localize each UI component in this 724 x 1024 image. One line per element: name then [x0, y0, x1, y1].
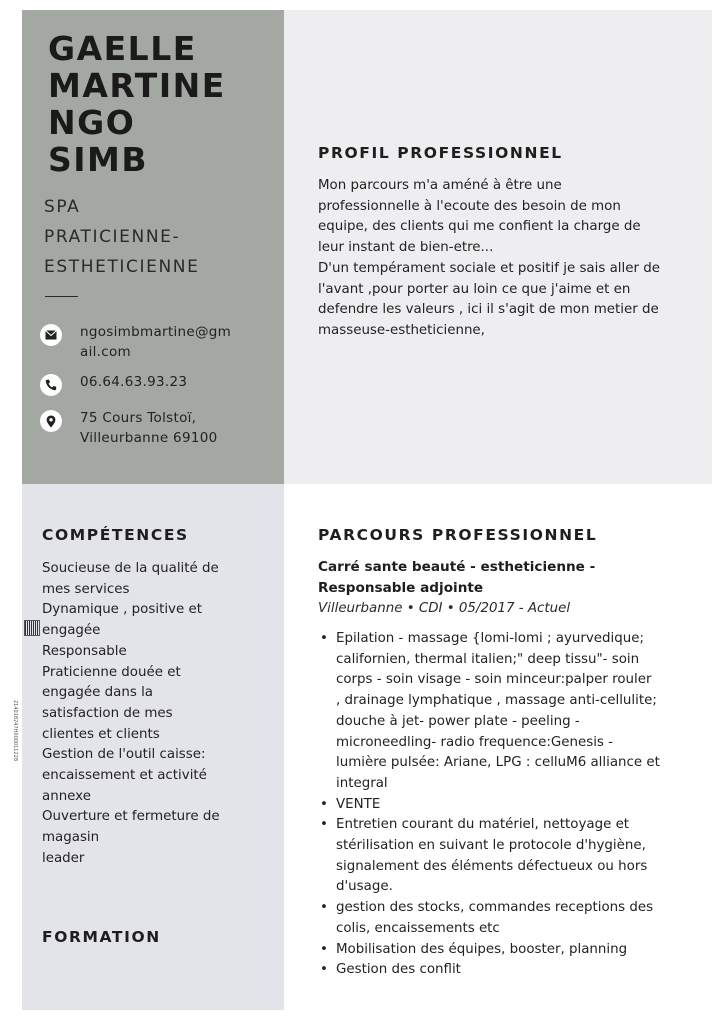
- location-pin-icon: [40, 410, 62, 432]
- bullet-line: corps - soin visage - soin minceur:palper rouler: [336, 672, 652, 688]
- skill-line: Responsable: [42, 643, 127, 659]
- skill-line: magasin: [42, 830, 100, 846]
- contact-email: [40, 322, 280, 362]
- title-line: PRATICIENNE-: [44, 227, 181, 247]
- bullet-line: microneedling- radio frequence:Genesis -: [336, 734, 613, 750]
- formation-heading: FORMATION: [42, 928, 161, 946]
- profile-line: equipe, des clients qui me confient la charge de: [318, 219, 641, 235]
- identity-panel: [22, 10, 284, 484]
- bullet-line: integral: [336, 775, 388, 791]
- skill-line: satisfaction de mes: [42, 705, 173, 721]
- profile-line: D'un tempérament sociale et positif je sais aller de: [318, 260, 660, 276]
- career-heading: PARCOURS PROFESSIONNEL: [318, 526, 598, 544]
- skills-heading: COMPÉTENCES: [42, 526, 189, 544]
- profile-text: [318, 176, 698, 342]
- bullet-line: • Entretien courant du matériel, nettoyage et: [336, 817, 630, 833]
- bullet-item: [318, 629, 702, 795]
- bullet-item: [318, 815, 702, 898]
- bullet-line: d'usage.: [336, 879, 393, 895]
- bullet-item: [318, 960, 702, 981]
- profile-line: masseuse-estheticienne,: [318, 322, 485, 338]
- profile-line: professionnelle à l'ecoute des besoin de mon: [318, 198, 621, 214]
- profile-line: l'avant ,pour porter au loin ce que j'aime et en: [318, 281, 631, 297]
- email-line: ngosimbmartine@gm: [80, 324, 232, 340]
- skill-line: Soucieuse de la qualité de: [42, 561, 219, 576]
- bullet-line: • gestion des stocks, commandes receptions des: [336, 900, 654, 916]
- candidate-name: [48, 30, 226, 178]
- scan-code: 214018247H000011228: [12, 700, 18, 762]
- skill-line: clientes et clients: [42, 726, 160, 742]
- skill-line: Dynamique , positive et: [42, 602, 202, 618]
- bullet-line: lumière pulsée: Ariane, LPG : celluM6 alliance et: [336, 755, 660, 771]
- bullet-line: • VENTE: [336, 796, 381, 812]
- contact-address: [40, 408, 280, 448]
- job-title-header: [44, 192, 199, 282]
- email-line: ail.com: [80, 344, 131, 360]
- name-line: SIMB: [48, 140, 149, 179]
- job-bullets: [318, 629, 702, 981]
- bullet-line: californien, thermal italien;" deep tissu"- soin: [336, 651, 640, 667]
- profile-panel: [284, 10, 712, 484]
- skill-line: Praticienne douée et: [42, 664, 181, 680]
- address-line: Villeurbanne 69100: [80, 430, 218, 446]
- skills-panel: [22, 484, 284, 1010]
- bullet-line: • Epilation - massage {lomi-lomi ; ayurvedique;: [336, 631, 644, 646]
- skill-line: engagée dans la: [42, 685, 154, 701]
- phone-number: 06.64.63.93.23: [80, 374, 188, 390]
- skill-line: leader: [42, 850, 85, 866]
- skill-line: annexe: [42, 788, 91, 804]
- skill-line: encaissement et activité: [42, 768, 207, 784]
- skill-line: mes services: [42, 581, 130, 597]
- job-title-line: Responsable adjointe: [318, 580, 484, 596]
- skill-line: Ouverture et fermeture de: [42, 809, 220, 825]
- bullet-item: [318, 795, 702, 816]
- job-meta: Villeurbanne • CDI • 05/2017 - Actuel: [318, 601, 571, 616]
- career-panel: [284, 484, 712, 1010]
- skill-line: Gestion de l'outil caisse:: [42, 747, 206, 763]
- profile-heading: PROFIL PROFESSIONNEL: [318, 144, 563, 162]
- contact-phone: [40, 372, 280, 396]
- bullet-item: [318, 898, 702, 939]
- skills-list: [42, 559, 252, 870]
- header-divider: [45, 296, 78, 297]
- bullet-line: signalement des éléments défectueux ou hors: [336, 858, 648, 874]
- job-title-line: Carré sante beauté - estheticienne -: [318, 559, 596, 575]
- bullet-line: stérilisation en suivant le protocole d'hygiène,: [336, 838, 646, 854]
- name-line: GAELLE: [48, 29, 197, 68]
- bullet-line: douche à jet- power plate - peeling -: [336, 713, 580, 729]
- job-title: [318, 557, 698, 599]
- skill-line: engagée: [42, 623, 101, 639]
- bullet-line: • Gestion des conflit: [336, 962, 461, 978]
- qr-code-mark: [24, 620, 40, 636]
- bullet-line: • Mobilisation des équipes, booster, planning: [336, 941, 628, 957]
- title-line: SPA: [44, 197, 81, 217]
- envelope-icon: [40, 324, 62, 346]
- profile-line: defendre les valeurs , ici il s'agit de mon metier de: [318, 302, 659, 318]
- title-line: ESTHETICIENNE: [44, 257, 200, 277]
- profile-line: Mon parcours m'a améné à être une: [318, 178, 562, 193]
- phone-icon: [40, 374, 62, 396]
- name-line: NGO: [48, 103, 136, 142]
- profile-line: leur instant de bien-etre...: [318, 240, 494, 256]
- name-line: MARTINE: [48, 66, 226, 105]
- bullet-item: [318, 940, 702, 961]
- resume-page: [12, 10, 712, 1010]
- address-line: 75 Cours Tolstoï,: [80, 410, 197, 426]
- bullet-line: , drainage lymphatique , massage anti-cellulite;: [336, 693, 657, 709]
- bullet-line: colis, encaissements etc: [336, 920, 500, 936]
